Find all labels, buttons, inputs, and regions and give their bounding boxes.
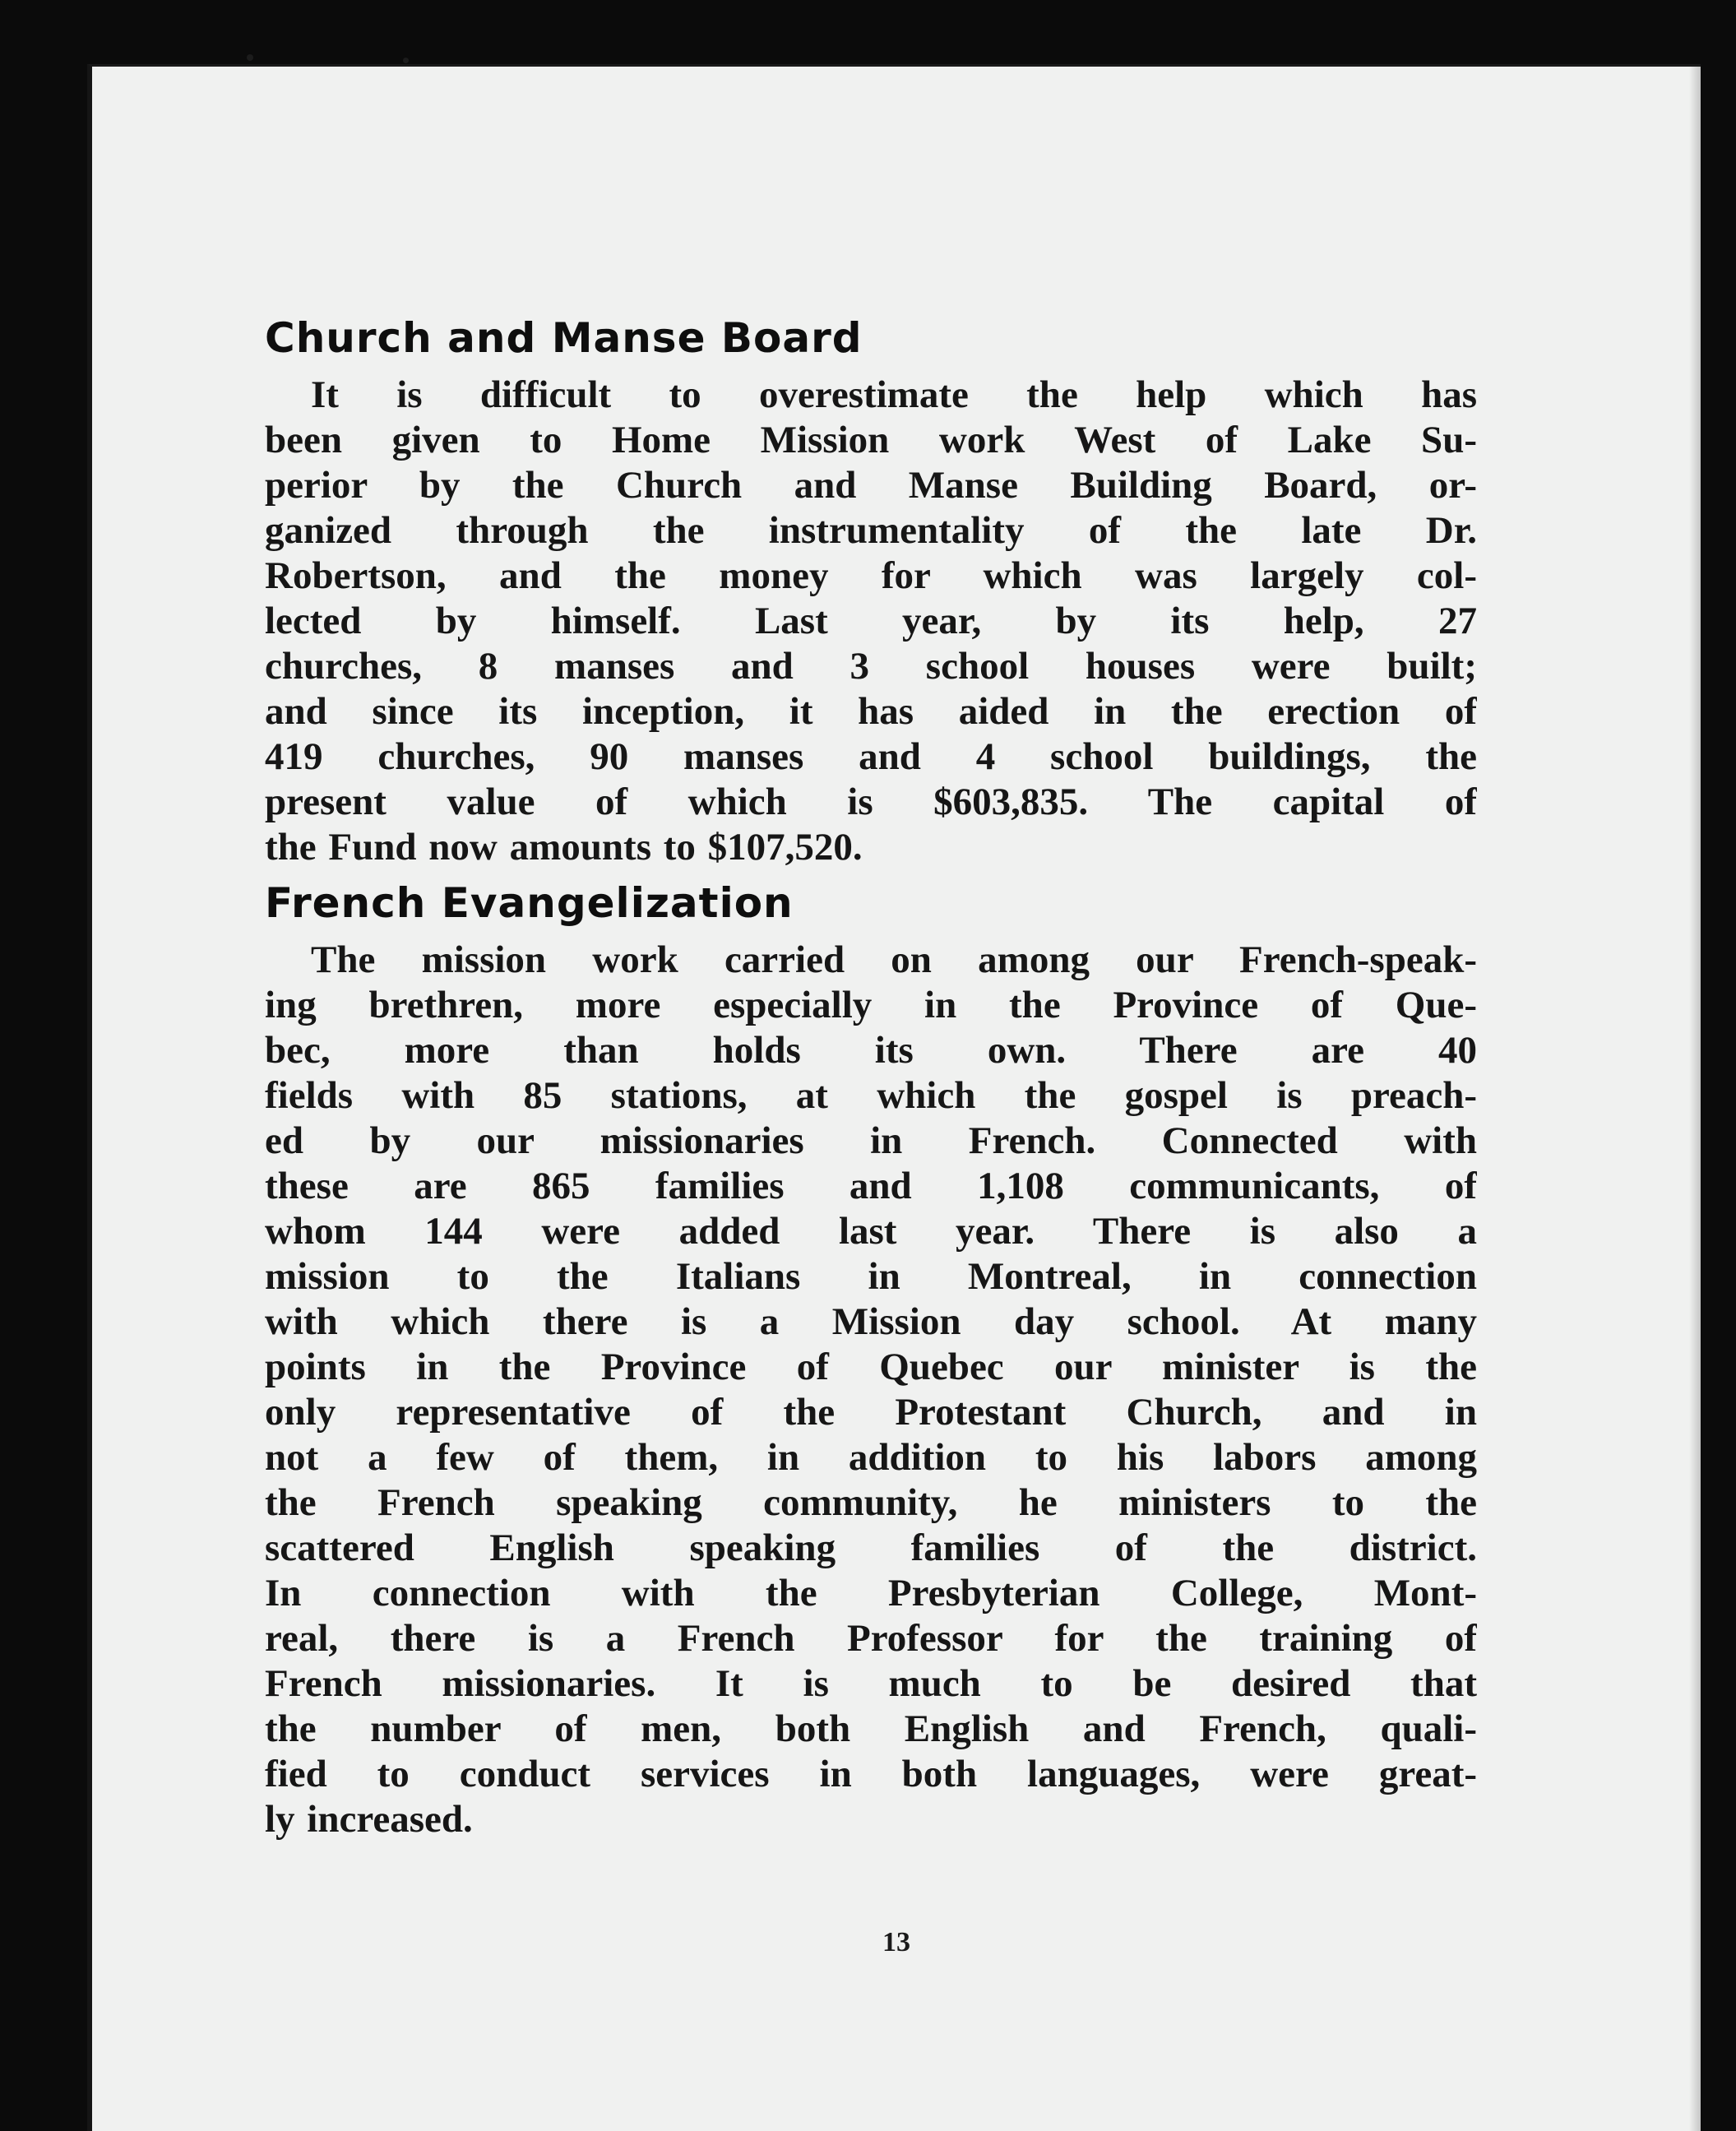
- text-line: the Fund now amounts to $107,520.: [265, 826, 863, 869]
- text-line: not a few of them, in addition to his labors among: [265, 1436, 1477, 1479]
- text-line: real, there is a French Professor for the training of: [265, 1617, 1477, 1660]
- page-edge-shadow: [1689, 67, 1701, 2131]
- text-line: churches, 8 manses and 3 school houses were built;: [265, 645, 1477, 688]
- text-line: It is difficult to overestimate the help which has: [311, 373, 1477, 416]
- text-line: ing brethren, more especially in the Province of Que-: [265, 984, 1477, 1026]
- text-line: scattered English speaking families of the district.: [265, 1526, 1477, 1569]
- text-line: present value of which is $603,835. The capital of: [265, 781, 1477, 823]
- text-line: and since its inception, it has aided in the erection of: [265, 690, 1477, 733]
- text-line: whom 144 were added last year. There is also a: [265, 1210, 1477, 1253]
- text-line: the number of men, both English and French, quali-: [265, 1707, 1477, 1750]
- book-page: [87, 64, 1701, 2131]
- text-line: only representative of the Protestant Church, and in: [265, 1391, 1477, 1434]
- text-line: lected by himself. Last year, by its help, 27: [265, 600, 1477, 642]
- page-number: 13: [882, 1927, 910, 1957]
- text-line: fied to conduct services in both languages, were great-: [265, 1753, 1477, 1795]
- text-line: 419 churches, 90 manses and 4 school buildings, the: [265, 735, 1477, 778]
- text-line: perior by the Church and Manse Building Board, or-: [265, 464, 1477, 507]
- text-line: French missionaries. It is much to be desired that: [265, 1662, 1477, 1705]
- text-line: ly increased.: [265, 1798, 473, 1841]
- scan-speck: [403, 58, 409, 63]
- text-line: fields with 85 stations, at which the gospel is preach-: [265, 1074, 1477, 1117]
- text-line: ganized through the instrumentality of the late Dr.: [265, 509, 1477, 552]
- text-line: the French speaking community, he ministers to the: [265, 1481, 1477, 1524]
- scan-speck: [247, 54, 253, 61]
- text-line: mission to the Italians in Montreal, in connection: [265, 1255, 1477, 1298]
- text-line: these are 865 families and 1,108 communicants, of: [265, 1165, 1477, 1207]
- text-line: Robertson, and the money for which was largely col-: [265, 554, 1477, 597]
- text-line: bec, more than holds its own. There are 40: [265, 1029, 1477, 1072]
- text-line: been given to Home Mission work West of Lake Su-: [265, 419, 1477, 461]
- text-line: In connection with the Presbyterian College, Mont-: [265, 1572, 1477, 1614]
- text-line: points in the Province of Quebec our minister is the: [265, 1346, 1477, 1388]
- page-text: [265, 313, 1477, 1842]
- section-heading-french-evangelization: French Evangelization: [265, 879, 794, 927]
- text-line: The mission work carried on among our French-speak-: [311, 938, 1477, 981]
- paragraph-french-evangelization: [265, 938, 1477, 1842]
- text-line: ed by our missionaries in French. Connected with: [265, 1119, 1477, 1162]
- section-heading-church-and-manse-board: Church and Manse Board: [265, 314, 863, 362]
- text-line: with which there is a Mission day school. At many: [265, 1300, 1477, 1343]
- paragraph-church-and-manse-board: [265, 373, 1477, 870]
